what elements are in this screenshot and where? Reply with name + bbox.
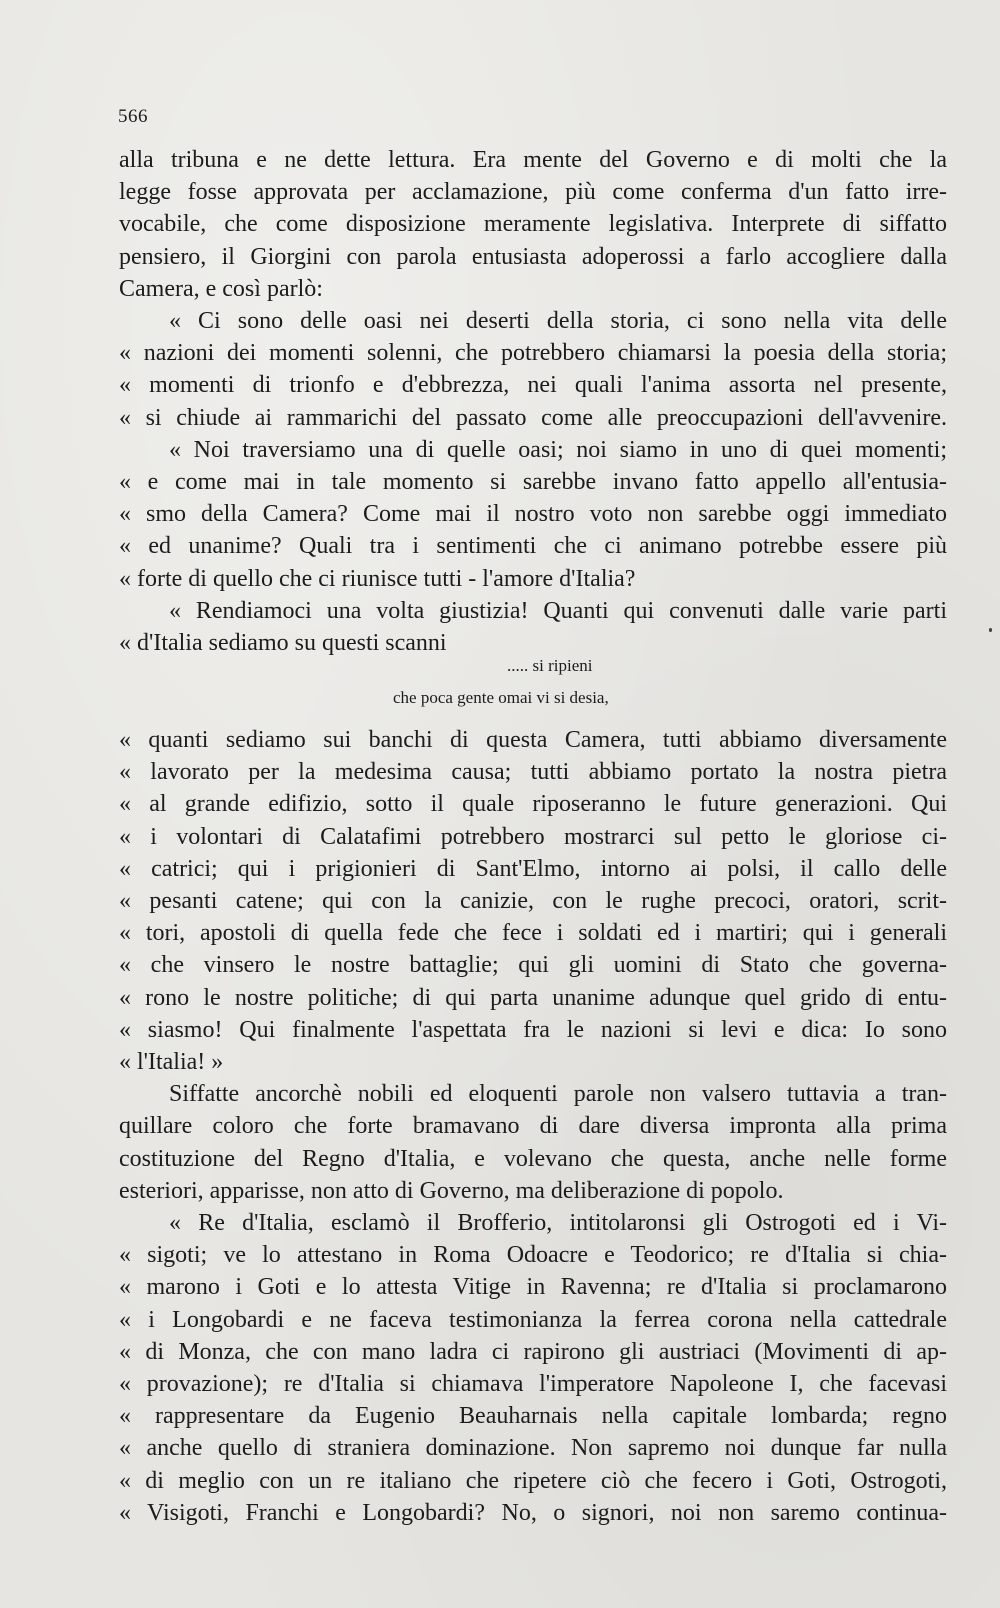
text-block-bottom xyxy=(119,724,947,1529)
text-line: « rappresentare da Eugenio Beauharnais nella capitale lombarda; regno xyxy=(119,1403,947,1430)
verse-quote xyxy=(0,650,1000,714)
text-line: « rono le nostre politiche; di qui parta unanime adunque quel grido di entu- xyxy=(119,984,947,1011)
text-line: vocabile, che come disposizione meramente legislativa. Interprete di siffatto xyxy=(119,211,947,238)
text-line: legge fosse approvata per acclamazione, più come conferma d'un fatto irre- xyxy=(119,179,947,206)
text-line: quillare coloro che forte bramavano di dare diversa impronta alla prima xyxy=(119,1113,947,1140)
ink-speck xyxy=(989,628,992,632)
text-line: « anche quello di straniera dominazione. Non sapremo noi dunque far nulla xyxy=(119,1435,947,1462)
verse-line: che poca gente omai vi si desia, xyxy=(393,688,609,707)
text-line: « nazioni dei momenti solenni, che potrebbero chiamarsi la poesia della storia; xyxy=(119,340,947,367)
text-line: « al grande edifizio, sotto il quale riposeranno le future generazioni. Qui xyxy=(119,791,947,818)
verse-line: ..... si ripieni xyxy=(507,656,593,675)
text-line: pensiero, il Giorgini con parola entusiasta adoperossi a farlo accogliere dalla xyxy=(119,243,947,270)
text-line: « Re d'Italia, esclamò il Brofferio, intitolaronsi gli Ostrogoti ed i Vi- xyxy=(169,1210,947,1237)
text-line: « i volontari di Calatafimi potrebbero mostrarci sul petto le gloriose ci- xyxy=(119,823,947,850)
text-line: « catrici; qui i prigionieri di Sant'Elmo, intorno ai polsi, il callo delle xyxy=(119,855,947,882)
text-line: « di Monza, che con mano ladra ci rapirono gli austriaci (Movimenti di ap- xyxy=(119,1338,947,1365)
text-block-top xyxy=(119,144,947,659)
text-line: « smo della Camera? Come mai il nostro voto non sarebbe oggi immediato xyxy=(119,501,947,528)
text-line: « Visigoti, Franchi e Longobardi? No, o signori, noi non saremo continua- xyxy=(119,1499,947,1526)
text-line: « Ci sono delle oasi nei deserti della storia, ci sono nella vita delle xyxy=(169,308,947,335)
text-line: « marono i Goti e lo attesta Vitige in Ravenna; re d'Italia si proclamarono xyxy=(119,1274,947,1301)
text-line: « ed unanime? Quali tra i sentimenti che ci animano potrebbe essere più xyxy=(119,533,947,560)
text-line: « siasmo! Qui finalmente l'aspettata fra le nazioni si levi e dica: Io sono xyxy=(119,1016,947,1043)
text-line: Camera, e così parlò: xyxy=(119,275,323,302)
text-line: « i Longobardi e ne faceva testimonianza la ferrea corona nella cattedrale xyxy=(119,1306,947,1333)
text-line: « tori, apostoli di quella fede che fece i soldati ed i martiri; qui i generali xyxy=(119,920,947,947)
text-line: « forte di quello che ci riunisce tutti - l'amore d'Italia? xyxy=(119,565,636,592)
text-line: Siffatte ancorchè nobili ed eloquenti parole non valsero tuttavia a tran- xyxy=(169,1081,947,1108)
text-line: « quanti sediamo sui banchi di questa Camera, tutti abbiamo diversamente xyxy=(119,727,947,753)
text-line: costituzione del Regno d'Italia, e volevano che questa, anche nelle forme xyxy=(119,1145,947,1172)
text-line: alla tribuna e ne dette lettura. Era mente del Governo e di molti che la xyxy=(119,147,947,173)
text-line: « d'Italia sediamo su questi scanni xyxy=(119,630,447,657)
page-number: 566 xyxy=(118,106,148,127)
text-line: « lavorato per la medesima causa; tutti abbiamo portato la nostra pietra xyxy=(119,759,947,786)
text-line: « sigoti; ve lo attestano in Roma Odoacre e Teodorico; re d'Italia si chia- xyxy=(119,1242,947,1269)
text-line: « l'Italia! » xyxy=(119,1049,224,1076)
text-line: « e come mai in tale momento si sarebbe invano fatto appello all'entusia- xyxy=(119,469,947,496)
text-line: « Rendiamoci una volta giustizia! Quanti qui convenuti dalle varie parti xyxy=(169,597,947,624)
text-line: « di meglio con un re italiano che ripetere ciò che fecero i Goti, Ostrogoti, xyxy=(119,1467,947,1494)
text-line: « che vinsero le nostre battaglie; qui gli uomini di Stato che governa- xyxy=(119,952,947,979)
text-line: esteriori, apparisse, non atto di Governo, ma deliberazione di popolo. xyxy=(119,1177,784,1204)
text-line: « si chiude ai rammarichi del passato come alle preoccupazioni dell'avvenire. xyxy=(119,404,947,431)
text-line: « pesanti catene; qui con la canizie, con le rughe precoci, oratori, scrit- xyxy=(119,888,947,915)
text-line: « Noi traversiamo una di quelle oasi; noi siamo in uno di quei momenti; xyxy=(169,436,947,463)
text-line: « provazione); re d'Italia si chiamava l'imperatore Napoleone I, che facevasi xyxy=(119,1371,947,1398)
text-line: « momenti di trionfo e d'ebbrezza, nei quali l'anima assorta nel presente, xyxy=(119,372,947,399)
